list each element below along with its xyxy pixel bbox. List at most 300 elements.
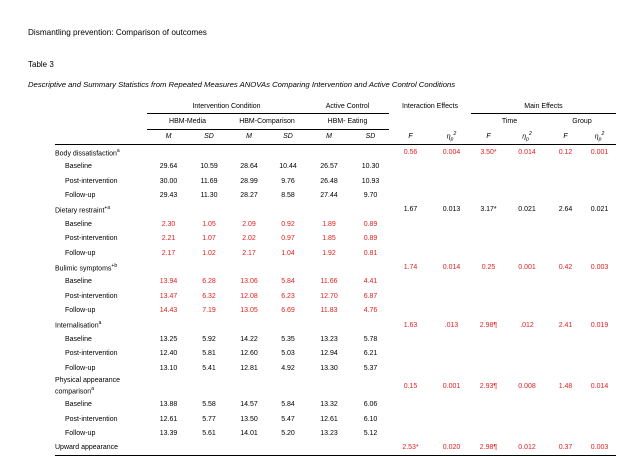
descriptive-value: 13.39 xyxy=(159,429,178,437)
descriptive-value: 5.77 xyxy=(202,415,216,423)
statistic-value: 1.48 xyxy=(558,382,573,390)
measure-name xyxy=(55,375,147,397)
empty-cell xyxy=(506,397,548,411)
col-header-sd: SD xyxy=(270,129,306,144)
empty-cell xyxy=(389,426,432,440)
statistic-value: 0.014 xyxy=(590,382,609,390)
descriptive-value: 13.06 xyxy=(240,278,258,286)
statistics-table xyxy=(55,99,616,456)
col-header-m: M xyxy=(306,129,352,144)
measure-footnote: a xyxy=(116,147,120,154)
descriptive-value: 6.06 xyxy=(363,401,378,409)
empty-cell xyxy=(471,232,506,246)
descriptive-value: 13.25 xyxy=(159,335,178,343)
empty-cell xyxy=(190,318,228,332)
statistic-value: 2.41 xyxy=(558,321,573,329)
col-header-eta-squared xyxy=(432,129,471,144)
time-point-label: Baseline xyxy=(65,278,92,286)
empty-cell xyxy=(471,174,506,188)
table-row xyxy=(55,160,616,174)
col-header-m: M xyxy=(147,129,190,144)
empty-cell xyxy=(583,217,616,231)
table-row xyxy=(55,174,616,188)
descriptive-value: 12.94 xyxy=(320,350,338,358)
descriptive-value: 10.44 xyxy=(279,163,297,171)
measure-row xyxy=(55,318,616,332)
statistic-value: 1.67 xyxy=(403,206,418,214)
statistic-value: 2.53* xyxy=(389,441,432,456)
measure-footnote: a xyxy=(91,386,94,393)
empty-cell xyxy=(432,232,471,246)
empty-cell xyxy=(389,174,432,188)
empty-cell xyxy=(389,246,432,260)
eta-subscript: p xyxy=(450,136,454,143)
statistic-value: 0.013 xyxy=(442,206,461,214)
descriptive-value: 6.21 xyxy=(363,350,378,358)
empty-cell xyxy=(583,303,616,317)
empty-cell xyxy=(190,203,228,217)
empty-cell xyxy=(228,318,270,332)
empty-cell xyxy=(471,303,506,317)
measure-name xyxy=(55,441,147,456)
empty-cell xyxy=(506,332,548,346)
table-row xyxy=(55,361,616,375)
empty-cell xyxy=(506,160,548,174)
time-point-label: Follow-up xyxy=(65,429,96,437)
header-hbm-media: HBM-Media xyxy=(147,114,228,129)
descriptive-value: 14.01 xyxy=(240,429,258,437)
descriptive-value: 6.87 xyxy=(363,292,378,300)
statistic-value: 0.004 xyxy=(442,148,461,156)
measure-name xyxy=(55,203,147,217)
eta-subscript: p xyxy=(598,136,602,143)
descriptive-value: 6.32 xyxy=(202,292,216,300)
descriptive-value: 0.92 xyxy=(281,220,295,228)
empty-cell xyxy=(471,289,506,303)
empty-cell xyxy=(306,318,352,332)
statistic-value: 0.12 xyxy=(558,148,573,156)
time-point-label: Follow-up xyxy=(65,307,96,315)
empty-cell xyxy=(306,145,352,160)
descriptive-value: 13.94 xyxy=(159,278,178,286)
descriptive-value: 12.40 xyxy=(159,350,178,358)
header-intervention-condition: Intervention Condition xyxy=(147,99,306,114)
eta-subscript: p xyxy=(526,136,529,143)
descriptive-value: 1.02 xyxy=(202,249,216,257)
measure-label: Dietary restraint xyxy=(55,207,105,215)
statistic-value: 0.001 xyxy=(518,263,536,271)
table-row xyxy=(55,303,616,317)
empty-cell xyxy=(506,275,548,289)
empty-cell xyxy=(190,260,228,274)
statistic-value: 0.001 xyxy=(442,382,461,390)
time-point-label: Post-intervention xyxy=(65,292,118,300)
empty-cell xyxy=(190,441,228,456)
descriptive-value: 5.03 xyxy=(281,350,295,358)
empty-cell xyxy=(270,441,306,456)
empty-cell xyxy=(352,145,389,160)
empty-cell xyxy=(471,275,506,289)
descriptive-value: 2.17 xyxy=(161,249,176,257)
statistic-value: 3.17* xyxy=(480,206,497,214)
time-point-label: Follow-up xyxy=(65,364,96,372)
descriptive-value: 9.76 xyxy=(281,177,295,185)
table-row xyxy=(55,289,616,303)
empty-cell xyxy=(389,361,432,375)
header-hbm-comparison: HBM-Comparison xyxy=(228,114,306,129)
empty-cell xyxy=(548,246,583,260)
empty-cell xyxy=(548,361,583,375)
descriptive-value: 4.92 xyxy=(281,364,295,372)
descriptive-value: 27.44 xyxy=(320,192,338,200)
descriptive-value: 5.81 xyxy=(202,350,216,358)
descriptive-value: 11.66 xyxy=(320,278,338,286)
empty-cell xyxy=(432,361,471,375)
time-point-label: Baseline xyxy=(65,220,92,228)
empty-cell xyxy=(432,347,471,361)
descriptive-value: 10.59 xyxy=(200,163,218,171)
empty-cell xyxy=(583,275,616,289)
empty-cell xyxy=(432,332,471,346)
empty-cell xyxy=(548,217,583,231)
empty-cell xyxy=(548,426,583,440)
descriptive-value: 14.57 xyxy=(240,401,258,409)
eta-superscript: 2 xyxy=(601,130,605,137)
descriptive-value: 6.28 xyxy=(202,278,216,286)
col-header-f: F xyxy=(471,129,506,144)
statistic-value: 2.98¶ xyxy=(471,441,506,456)
col-header-sd: SD xyxy=(190,129,228,144)
col-header-m: M xyxy=(228,129,270,144)
empty-cell xyxy=(471,188,506,202)
descriptive-value: 11.30 xyxy=(200,192,218,200)
measure-name xyxy=(55,318,147,332)
measure-label: Upward appearance xyxy=(55,444,119,452)
header-active-control: Active Control xyxy=(306,99,389,114)
empty-cell xyxy=(471,347,506,361)
empty-cell xyxy=(389,275,432,289)
empty-cell xyxy=(389,217,432,231)
empty-cell xyxy=(548,397,583,411)
statistic-value: 1.74 xyxy=(403,263,418,271)
measure-footnote: +b xyxy=(111,262,118,269)
measure-name xyxy=(55,145,147,160)
statistic-value: 0.56 xyxy=(403,148,418,156)
measure-label: Bulimic symptoms xyxy=(55,265,112,273)
empty-cell xyxy=(190,375,228,397)
descriptive-value: 29.64 xyxy=(159,163,178,171)
header-group: Group xyxy=(572,118,592,126)
empty-cell xyxy=(548,188,583,202)
measure-row xyxy=(55,375,616,397)
col-header-eta-squared xyxy=(506,129,548,144)
empty-cell xyxy=(471,246,506,260)
empty-cell xyxy=(471,217,506,231)
empty-cell xyxy=(270,375,306,397)
descriptive-value: 12.70 xyxy=(320,292,338,300)
empty-cell xyxy=(432,246,471,260)
descriptive-value: 5.58 xyxy=(202,401,216,409)
descriptive-value: 5.41 xyxy=(202,364,216,372)
table-title: Descriptive and Summary Statistics from Repeated Measures ANOVAs Comparing Intervention and Active Control Conditions xyxy=(28,80,456,89)
empty-cell xyxy=(432,275,471,289)
table-row xyxy=(55,347,616,361)
descriptive-value: 12.08 xyxy=(240,292,258,300)
empty-cell xyxy=(506,347,548,361)
table-row xyxy=(55,217,616,231)
empty-cell xyxy=(583,188,616,202)
descriptive-value: 1.07 xyxy=(202,235,216,243)
empty-cell xyxy=(583,232,616,246)
header-main-effects: Main Effects xyxy=(471,99,616,114)
statistic-value: 2.93¶ xyxy=(479,382,498,390)
col-header-f: F xyxy=(548,129,583,144)
descriptive-value: 14.43 xyxy=(159,307,178,315)
measure-label: Physical appearance comparison xyxy=(55,377,120,396)
empty-cell xyxy=(548,303,583,317)
descriptive-value: 29.43 xyxy=(159,192,178,200)
empty-cell xyxy=(352,260,389,274)
empty-cell xyxy=(306,441,352,456)
time-point-label: Post-intervention xyxy=(65,235,118,243)
descriptive-value: 5.20 xyxy=(281,429,295,437)
statistic-value: 0.008 xyxy=(518,382,536,390)
table-number: Table 3 xyxy=(28,60,54,69)
time-point-label: Baseline xyxy=(65,335,92,343)
time-point-label: Baseline xyxy=(65,401,92,409)
empty-cell xyxy=(548,347,583,361)
empty-cell xyxy=(432,289,471,303)
empty-cell xyxy=(228,375,270,397)
empty-cell xyxy=(506,217,548,231)
table-row xyxy=(55,426,616,440)
descriptive-value: 1.05 xyxy=(202,220,216,228)
descriptive-value: 5.12 xyxy=(363,429,378,437)
descriptive-value: 5.47 xyxy=(281,415,295,423)
time-point-label: Baseline xyxy=(65,163,92,171)
descriptive-value: 5.78 xyxy=(363,335,378,343)
page-header: Dismantling prevention: Comparison of outcomes xyxy=(28,28,207,37)
empty-cell xyxy=(471,397,506,411)
descriptive-value: 28.27 xyxy=(240,192,258,200)
empty-cell xyxy=(506,246,548,260)
empty-cell xyxy=(432,426,471,440)
descriptive-value: 2.02 xyxy=(242,235,256,243)
descriptive-value: 5.84 xyxy=(281,278,295,286)
descriptive-value: 5.92 xyxy=(202,335,216,343)
time-point-label: Follow-up xyxy=(65,192,96,200)
empty-cell xyxy=(506,303,548,317)
empty-cell xyxy=(506,174,548,188)
descriptive-value: 1.04 xyxy=(281,249,295,257)
empty-cell xyxy=(548,412,583,426)
time-point-label: Post-intervention xyxy=(65,415,118,423)
measure-row xyxy=(55,441,616,456)
table-row xyxy=(55,412,616,426)
empty-cell xyxy=(352,375,389,397)
statistic-value: 0.020 xyxy=(432,441,471,456)
empty-cell xyxy=(583,174,616,188)
empty-cell xyxy=(471,332,506,346)
statistic-value: 2.98¶ xyxy=(479,321,498,329)
eta-symbol: η xyxy=(594,133,599,141)
header-hbm-eating: HBM- Eating xyxy=(306,114,389,129)
empty-cell xyxy=(506,188,548,202)
measure-name xyxy=(55,260,147,274)
empty-cell xyxy=(228,260,270,274)
empty-cell xyxy=(548,332,583,346)
eta-superscript: 2 xyxy=(528,130,532,137)
descriptive-value: 26.57 xyxy=(320,163,338,171)
descriptive-value: 7.19 xyxy=(202,307,216,315)
table-row xyxy=(55,332,616,346)
empty-cell xyxy=(306,375,352,397)
descriptive-value: 5.37 xyxy=(363,364,378,372)
statistic-value: 3.50* xyxy=(480,148,497,156)
empty-cell xyxy=(147,145,190,160)
measure-row xyxy=(55,203,616,217)
descriptive-value: 4.76 xyxy=(363,307,378,315)
empty-cell xyxy=(352,318,389,332)
empty-cell xyxy=(389,347,432,361)
statistic-value: 0.001 xyxy=(590,148,609,156)
statistic-value: .012 xyxy=(520,321,534,329)
descriptive-value: 0.97 xyxy=(281,235,295,243)
empty-cell xyxy=(228,145,270,160)
descriptive-value: 0.81 xyxy=(363,249,378,257)
empty-cell xyxy=(548,174,583,188)
empty-cell xyxy=(471,412,506,426)
descriptive-value: 10.93 xyxy=(361,177,380,185)
measure-footnote: +a xyxy=(104,205,111,212)
statistic-value: 0.25 xyxy=(481,263,496,271)
empty-cell xyxy=(548,275,583,289)
empty-cell xyxy=(432,303,471,317)
col-header-f: F xyxy=(389,129,432,144)
table-row xyxy=(55,397,616,411)
table-row xyxy=(55,232,616,246)
empty-cell xyxy=(471,426,506,440)
statistic-value: 0.021 xyxy=(518,206,536,214)
empty-cell xyxy=(432,174,471,188)
empty-cell xyxy=(147,375,190,397)
eta-symbol: η xyxy=(446,133,451,141)
descriptive-value: 2.09 xyxy=(242,220,256,228)
header-interaction-effects: Interaction Effects xyxy=(402,102,458,110)
descriptive-value: 13.30 xyxy=(320,364,338,372)
descriptive-value: 12.61 xyxy=(320,415,338,423)
measure-label: Internalisation xyxy=(55,322,99,330)
empty-cell xyxy=(389,160,432,174)
empty-cell xyxy=(389,289,432,303)
descriptive-value: 12.61 xyxy=(159,415,178,423)
descriptive-value: 13.32 xyxy=(320,401,338,409)
empty-cell xyxy=(270,145,306,160)
empty-cell xyxy=(389,397,432,411)
descriptive-value: 13.88 xyxy=(159,401,178,409)
empty-cell xyxy=(583,397,616,411)
empty-cell xyxy=(432,188,471,202)
descriptive-value: 11.83 xyxy=(320,307,338,315)
empty-cell xyxy=(389,232,432,246)
descriptive-value: 14.22 xyxy=(240,335,258,343)
statistic-value: .013 xyxy=(444,321,459,329)
col-header-eta-squared xyxy=(583,129,616,144)
empty-cell xyxy=(583,412,616,426)
empty-cell xyxy=(506,232,548,246)
statistic-value: 0.012 xyxy=(506,441,548,456)
descriptive-value: 1.85 xyxy=(322,235,336,243)
empty-cell xyxy=(583,246,616,260)
empty-cell xyxy=(147,260,190,274)
empty-cell xyxy=(548,289,583,303)
descriptive-value: 2.30 xyxy=(161,220,176,228)
empty-cell xyxy=(432,160,471,174)
statistic-value: 0.014 xyxy=(518,148,536,156)
empty-cell xyxy=(389,332,432,346)
descriptive-value: 6.10 xyxy=(363,415,378,423)
descriptive-value: 28.99 xyxy=(240,177,258,185)
statistic-value: 0.003 xyxy=(590,263,609,271)
descriptive-value: 5.84 xyxy=(281,401,295,409)
descriptive-value: 0.89 xyxy=(363,220,378,228)
empty-cell xyxy=(583,361,616,375)
empty-cell xyxy=(228,203,270,217)
empty-cell xyxy=(506,289,548,303)
statistic-value: 0.003 xyxy=(583,441,616,456)
empty-cell xyxy=(432,217,471,231)
descriptive-value: 13.10 xyxy=(159,364,178,372)
descriptive-value: 8.58 xyxy=(281,192,295,200)
statistic-value: 0.019 xyxy=(590,321,609,329)
empty-cell xyxy=(548,232,583,246)
measure-label: Body dissatisfaction xyxy=(55,150,117,158)
descriptive-value: 13.50 xyxy=(240,415,258,423)
empty-cell xyxy=(147,441,190,456)
time-point-label: Post-intervention xyxy=(65,350,118,358)
empty-cell xyxy=(548,160,583,174)
time-point-label: Follow-up xyxy=(65,249,96,257)
empty-cell xyxy=(228,441,270,456)
statistic-value: 0.15 xyxy=(403,382,418,390)
descriptive-value: 5.35 xyxy=(281,335,295,343)
empty-cell xyxy=(583,160,616,174)
empty-cell xyxy=(270,260,306,274)
empty-cell xyxy=(190,145,228,160)
empty-cell xyxy=(506,412,548,426)
descriptive-value: 6.23 xyxy=(281,292,295,300)
descriptive-value: 13.05 xyxy=(240,307,258,315)
empty-cell xyxy=(506,361,548,375)
measure-row xyxy=(55,260,616,274)
descriptive-value: 11.69 xyxy=(200,177,218,185)
descriptive-value: 0.89 xyxy=(363,235,378,243)
descriptive-value: 1.89 xyxy=(322,220,336,228)
empty-cell xyxy=(306,203,352,217)
empty-cell xyxy=(147,318,190,332)
descriptive-value: 2.17 xyxy=(242,249,256,257)
descriptive-value: 26.48 xyxy=(320,177,338,185)
empty-cell xyxy=(306,260,352,274)
empty-cell xyxy=(352,441,389,456)
statistic-value: 0.37 xyxy=(548,441,583,456)
descriptive-value: 5.61 xyxy=(202,429,216,437)
empty-cell xyxy=(583,347,616,361)
empty-cell xyxy=(352,203,389,217)
empty-cell xyxy=(389,412,432,426)
empty-cell xyxy=(583,289,616,303)
eta-symbol: η xyxy=(522,133,527,141)
